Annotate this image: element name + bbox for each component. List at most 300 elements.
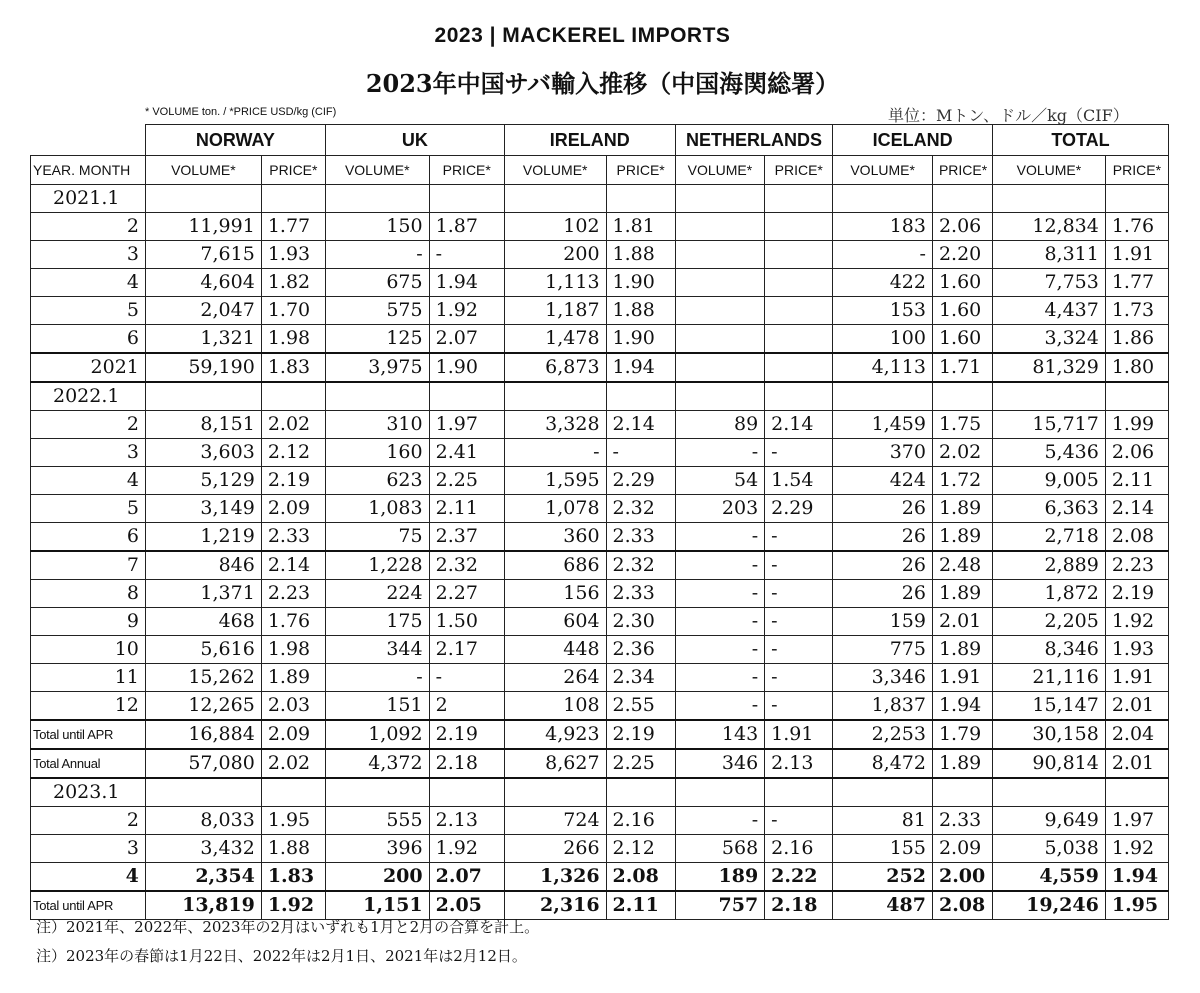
country-header-uk: UK <box>325 125 504 156</box>
price-cell: 2.00 <box>932 863 992 892</box>
volume-cell <box>675 297 764 325</box>
price-cell: 2.25 <box>429 467 504 495</box>
row-label: 4 <box>31 467 146 495</box>
table-row <box>31 551 1169 580</box>
volume-cell: 200 <box>325 863 429 892</box>
price-cell <box>606 382 675 411</box>
price-cell: 2.13 <box>765 749 833 778</box>
price-cell <box>765 353 833 382</box>
price-cell: 2.22 <box>765 863 833 892</box>
volume-cell: 370 <box>833 439 933 467</box>
price-cell: 1.54 <box>765 467 833 495</box>
volume-cell: 6,363 <box>992 495 1105 523</box>
price-cell <box>765 297 833 325</box>
row-label: 2021.1 <box>31 185 146 213</box>
price-cell: 2.08 <box>1105 523 1168 552</box>
price-cell: 2.29 <box>765 495 833 523</box>
price-cell: - <box>429 241 504 269</box>
price-cell: 2.06 <box>932 213 992 241</box>
volume-header: VOLUME* <box>504 156 606 185</box>
price-cell: 2.14 <box>765 411 833 439</box>
price-cell: 1.89 <box>261 664 325 692</box>
price-cell <box>1105 185 1168 213</box>
price-cell <box>765 269 833 297</box>
price-cell: 1.92 <box>429 297 504 325</box>
price-cell: 1.80 <box>1105 353 1168 382</box>
row-label: 3 <box>31 439 146 467</box>
volume-cell <box>992 778 1105 807</box>
volume-cell: 3,149 <box>145 495 261 523</box>
volume-cell: 16,884 <box>145 720 261 749</box>
price-cell: 2.19 <box>1105 580 1168 608</box>
price-cell <box>261 185 325 213</box>
price-cell: 1.89 <box>932 580 992 608</box>
volume-cell: 4,113 <box>833 353 933 382</box>
table-row <box>31 213 1169 241</box>
price-cell: 1.91 <box>1105 241 1168 269</box>
volume-cell: 396 <box>325 835 429 863</box>
price-cell: 1.89 <box>932 636 992 664</box>
volume-cell <box>675 269 764 297</box>
price-cell: 1.77 <box>1105 269 1168 297</box>
volume-cell: 30,158 <box>992 720 1105 749</box>
price-cell <box>606 778 675 807</box>
price-cell: 1.92 <box>1105 608 1168 636</box>
volume-cell: 224 <box>325 580 429 608</box>
volume-cell <box>833 778 933 807</box>
price-cell <box>261 382 325 411</box>
volume-cell: 12,834 <box>992 213 1105 241</box>
volume-cell: 344 <box>325 636 429 664</box>
table-row <box>31 608 1169 636</box>
price-cell: 2.17 <box>429 636 504 664</box>
price-cell: 1.89 <box>932 749 992 778</box>
volume-cell: 2,047 <box>145 297 261 325</box>
price-cell: 2.14 <box>1105 495 1168 523</box>
price-cell: 2.07 <box>429 325 504 354</box>
price-cell: 1.92 <box>261 891 325 920</box>
volume-cell <box>992 382 1105 411</box>
price-cell: 1.60 <box>932 297 992 325</box>
row-label: 3 <box>31 241 146 269</box>
price-cell: 2.02 <box>261 411 325 439</box>
volume-cell: 9,649 <box>992 807 1105 835</box>
volume-cell: - <box>675 439 764 467</box>
price-cell: 1.91 <box>1105 664 1168 692</box>
volume-cell: 8,151 <box>145 411 261 439</box>
volume-cell: 3,432 <box>145 835 261 863</box>
row-label: 2022.1 <box>31 382 146 411</box>
volume-cell: 5,129 <box>145 467 261 495</box>
table-row <box>31 749 1169 778</box>
country-header-total: TOTAL <box>992 125 1168 156</box>
price-cell: 2.37 <box>429 523 504 552</box>
price-cell <box>765 213 833 241</box>
price-cell: 1.95 <box>261 807 325 835</box>
price-cell: 2.30 <box>606 608 675 636</box>
volume-cell: - <box>675 551 764 580</box>
volume-cell: 346 <box>675 749 764 778</box>
table-row <box>31 692 1169 721</box>
volume-cell: 15,147 <box>992 692 1105 721</box>
price-cell <box>765 185 833 213</box>
price-header: PRICE* <box>932 156 992 185</box>
volume-cell: 100 <box>833 325 933 354</box>
price-cell: - <box>606 439 675 467</box>
volume-cell: 81 <box>833 807 933 835</box>
volume-cell: 8,472 <box>833 749 933 778</box>
price-cell: - <box>765 580 833 608</box>
volume-cell: 4,923 <box>504 720 606 749</box>
volume-cell: 90,814 <box>992 749 1105 778</box>
price-cell <box>429 778 504 807</box>
row-label: 2 <box>31 411 146 439</box>
price-cell: 1.60 <box>932 325 992 354</box>
price-cell: 2.09 <box>261 495 325 523</box>
volume-cell <box>325 778 429 807</box>
price-cell: 2.32 <box>429 551 504 580</box>
row-label: 3 <box>31 835 146 863</box>
table-row <box>31 580 1169 608</box>
volume-cell: 4,372 <box>325 749 429 778</box>
price-cell <box>606 185 675 213</box>
price-cell: - <box>765 807 833 835</box>
table-row <box>31 353 1169 382</box>
price-cell: 1.70 <box>261 297 325 325</box>
volume-cell: 81,329 <box>992 353 1105 382</box>
volume-cell: 5,038 <box>992 835 1105 863</box>
price-cell: 1.88 <box>261 835 325 863</box>
volume-cell: 3,975 <box>325 353 429 382</box>
volume-cell <box>833 382 933 411</box>
volume-cell <box>325 185 429 213</box>
table-row <box>31 835 1169 863</box>
price-cell: - <box>765 551 833 580</box>
page-title: 2023 | MACKEREL IMPORTS <box>434 24 731 47</box>
volume-cell: 724 <box>504 807 606 835</box>
row-label: Total Annual <box>31 749 146 778</box>
price-cell: 2.12 <box>261 439 325 467</box>
price-cell: 1.94 <box>932 692 992 721</box>
volume-cell: 108 <box>504 692 606 721</box>
price-cell: 2.05 <box>429 891 504 920</box>
volume-cell: 448 <box>504 636 606 664</box>
volume-cell: 4,604 <box>145 269 261 297</box>
price-cell: 2.27 <box>429 580 504 608</box>
price-cell: 1.72 <box>932 467 992 495</box>
volume-cell: 160 <box>325 439 429 467</box>
price-cell: 1.79 <box>932 720 992 749</box>
price-cell: 1.76 <box>1105 213 1168 241</box>
volume-cell: 568 <box>675 835 764 863</box>
price-cell: 1.93 <box>1105 636 1168 664</box>
table-row <box>31 664 1169 692</box>
price-cell: 2.41 <box>429 439 504 467</box>
volume-header: VOLUME* <box>833 156 933 185</box>
price-cell: 1.81 <box>606 213 675 241</box>
price-cell: 2.02 <box>932 439 992 467</box>
country-header-ireland: IRELAND <box>504 125 675 156</box>
volume-cell: 1,228 <box>325 551 429 580</box>
price-header: PRICE* <box>261 156 325 185</box>
volume-cell: 1,078 <box>504 495 606 523</box>
volume-cell: 4,559 <box>992 863 1105 892</box>
volume-cell: 6,873 <box>504 353 606 382</box>
price-cell: - <box>765 692 833 721</box>
volume-cell: 4,437 <box>992 297 1105 325</box>
volume-cell: 2,718 <box>992 523 1105 552</box>
volume-cell <box>504 382 606 411</box>
price-header: PRICE* <box>1105 156 1168 185</box>
row-label: Total until APR <box>31 720 146 749</box>
volume-cell: - <box>675 580 764 608</box>
volume-cell: 156 <box>504 580 606 608</box>
volume-cell: 12,265 <box>145 692 261 721</box>
table-row <box>31 523 1169 552</box>
price-cell: 1.71 <box>932 353 992 382</box>
volume-cell <box>675 353 764 382</box>
price-cell: 2.08 <box>606 863 675 892</box>
price-cell <box>765 382 833 411</box>
volume-cell: 8,033 <box>145 807 261 835</box>
volume-cell: 5,436 <box>992 439 1105 467</box>
price-cell: 2.11 <box>1105 467 1168 495</box>
price-cell: - <box>429 664 504 692</box>
row-label: 2023.1 <box>31 778 146 807</box>
price-cell: - <box>765 664 833 692</box>
price-cell: 1.89 <box>932 523 992 552</box>
price-cell: 2.18 <box>765 891 833 920</box>
price-cell <box>1105 382 1168 411</box>
mackerel-imports-table <box>30 124 1169 920</box>
volume-cell: 102 <box>504 213 606 241</box>
volume-cell: 175 <box>325 608 429 636</box>
volume-cell: 19,246 <box>992 891 1105 920</box>
price-cell: 2.33 <box>606 580 675 608</box>
volume-cell: 1,187 <box>504 297 606 325</box>
volume-cell <box>675 185 764 213</box>
price-cell: 2.25 <box>606 749 675 778</box>
volume-cell: 1,595 <box>504 467 606 495</box>
price-cell: 2.55 <box>606 692 675 721</box>
volume-cell: 57,080 <box>145 749 261 778</box>
volume-cell <box>675 382 764 411</box>
volume-cell: 2,316 <box>504 891 606 920</box>
price-header: PRICE* <box>429 156 504 185</box>
volume-cell: 5,616 <box>145 636 261 664</box>
row-label: 12 <box>31 692 146 721</box>
volume-cell: 1,113 <box>504 269 606 297</box>
volume-cell: 189 <box>675 863 764 892</box>
price-cell: 2.34 <box>606 664 675 692</box>
price-cell: 2.03 <box>261 692 325 721</box>
row-label: 5 <box>31 297 146 325</box>
price-cell: 1.77 <box>261 213 325 241</box>
price-cell: 1.82 <box>261 269 325 297</box>
volume-cell: 11,991 <box>145 213 261 241</box>
volume-cell: - <box>325 241 429 269</box>
volume-cell: 775 <box>833 636 933 664</box>
price-cell: 2.23 <box>261 580 325 608</box>
price-cell: 2.14 <box>606 411 675 439</box>
volume-cell: 252 <box>833 863 933 892</box>
row-label: 8 <box>31 580 146 608</box>
volume-cell: 1,219 <box>145 523 261 552</box>
price-cell: 1.98 <box>261 325 325 354</box>
price-cell <box>932 185 992 213</box>
price-cell: 1.90 <box>606 269 675 297</box>
volume-cell: 360 <box>504 523 606 552</box>
volume-cell: 424 <box>833 467 933 495</box>
volume-cell: 1,872 <box>992 580 1105 608</box>
volume-cell <box>675 325 764 354</box>
price-cell: 2.19 <box>429 720 504 749</box>
price-cell <box>1105 778 1168 807</box>
price-cell: 2.36 <box>606 636 675 664</box>
volume-cell: - <box>504 439 606 467</box>
volume-cell: - <box>833 241 933 269</box>
price-cell: 2.29 <box>606 467 675 495</box>
price-cell: 2.18 <box>429 749 504 778</box>
volume-cell: 264 <box>504 664 606 692</box>
volume-cell: 1,083 <box>325 495 429 523</box>
price-cell: 1.91 <box>765 720 833 749</box>
volume-cell: 487 <box>833 891 933 920</box>
price-cell: 2.01 <box>1105 749 1168 778</box>
row-label: 4 <box>31 269 146 297</box>
price-cell: 1.89 <box>932 495 992 523</box>
unit-note: 単位：Mトン、ドル／kg（CIF） <box>888 106 1129 125</box>
price-cell: 2.02 <box>261 749 325 778</box>
volume-cell: 3,346 <box>833 664 933 692</box>
volume-cell: 310 <box>325 411 429 439</box>
volume-cell: 8,627 <box>504 749 606 778</box>
price-cell: 1.83 <box>261 863 325 892</box>
volume-cell: 1,478 <box>504 325 606 354</box>
volume-cell: 15,262 <box>145 664 261 692</box>
price-cell: 2.07 <box>429 863 504 892</box>
price-cell: 2.48 <box>932 551 992 580</box>
volume-cell: 125 <box>325 325 429 354</box>
volume-cell <box>675 778 764 807</box>
volume-price-note: * VOLUME ton. / *PRICE USD/kg (CIF) <box>145 106 337 118</box>
row-label: 11 <box>31 664 146 692</box>
volume-cell: - <box>325 664 429 692</box>
volume-cell: 143 <box>675 720 764 749</box>
price-cell: 1.76 <box>261 608 325 636</box>
volume-cell: - <box>675 692 764 721</box>
price-cell: - <box>765 608 833 636</box>
volume-cell: 89 <box>675 411 764 439</box>
price-cell: - <box>765 439 833 467</box>
volume-cell: 575 <box>325 297 429 325</box>
row-label: 10 <box>31 636 146 664</box>
volume-cell: 422 <box>833 269 933 297</box>
column-header-row <box>31 156 1169 185</box>
table-row <box>31 325 1169 354</box>
volume-cell: 155 <box>833 835 933 863</box>
volume-cell <box>675 241 764 269</box>
price-cell: 1.50 <box>429 608 504 636</box>
volume-cell: 203 <box>675 495 764 523</box>
table-row <box>31 778 1169 807</box>
table-body <box>31 185 1169 920</box>
volume-cell <box>833 185 933 213</box>
volume-cell: 846 <box>145 551 261 580</box>
volume-cell: 266 <box>504 835 606 863</box>
table-row <box>31 297 1169 325</box>
price-cell: 2.20 <box>932 241 992 269</box>
price-cell: 2.16 <box>606 807 675 835</box>
volume-cell: 151 <box>325 692 429 721</box>
volume-cell: 1,151 <box>325 891 429 920</box>
table-row <box>31 411 1169 439</box>
volume-cell: 150 <box>325 213 429 241</box>
volume-cell: 1,371 <box>145 580 261 608</box>
row-label: 9 <box>31 608 146 636</box>
price-cell: 1.87 <box>429 213 504 241</box>
volume-cell: 26 <box>833 551 933 580</box>
volume-cell: - <box>675 807 764 835</box>
volume-cell: 1,459 <box>833 411 933 439</box>
volume-cell: 159 <box>833 608 933 636</box>
price-cell: 1.95 <box>1105 891 1168 920</box>
table-row <box>31 807 1169 835</box>
price-cell: 1.94 <box>606 353 675 382</box>
table-row <box>31 382 1169 411</box>
table-row <box>31 636 1169 664</box>
volume-cell: 757 <box>675 891 764 920</box>
price-cell: 1.90 <box>429 353 504 382</box>
row-label: 5 <box>31 495 146 523</box>
volume-cell: 2,354 <box>145 863 261 892</box>
price-cell <box>932 778 992 807</box>
price-cell: 2.01 <box>1105 692 1168 721</box>
table-row <box>31 241 1169 269</box>
volume-cell: 9,005 <box>992 467 1105 495</box>
volume-cell: 3,324 <box>992 325 1105 354</box>
volume-cell: 3,328 <box>504 411 606 439</box>
price-cell: 1.97 <box>1105 807 1168 835</box>
volume-cell: 623 <box>325 467 429 495</box>
volume-cell: 1,092 <box>325 720 429 749</box>
price-cell <box>765 325 833 354</box>
table-row <box>31 495 1169 523</box>
table-row <box>31 439 1169 467</box>
volume-cell: 675 <box>325 269 429 297</box>
row-label: 4 <box>31 863 146 892</box>
volume-cell <box>504 185 606 213</box>
price-cell: 2.12 <box>606 835 675 863</box>
price-cell: 1.90 <box>606 325 675 354</box>
price-cell: 2.16 <box>765 835 833 863</box>
price-cell <box>765 241 833 269</box>
volume-cell <box>504 778 606 807</box>
volume-cell: 75 <box>325 523 429 552</box>
volume-cell: 604 <box>504 608 606 636</box>
volume-cell: 3,603 <box>145 439 261 467</box>
volume-cell: 200 <box>504 241 606 269</box>
volume-cell <box>325 382 429 411</box>
volume-cell <box>145 382 261 411</box>
price-cell <box>765 778 833 807</box>
price-cell <box>429 185 504 213</box>
price-cell: 2.14 <box>261 551 325 580</box>
volume-cell: 2,253 <box>833 720 933 749</box>
table-row <box>31 863 1169 892</box>
price-cell: - <box>765 636 833 664</box>
row-label: 2021 <box>31 353 146 382</box>
